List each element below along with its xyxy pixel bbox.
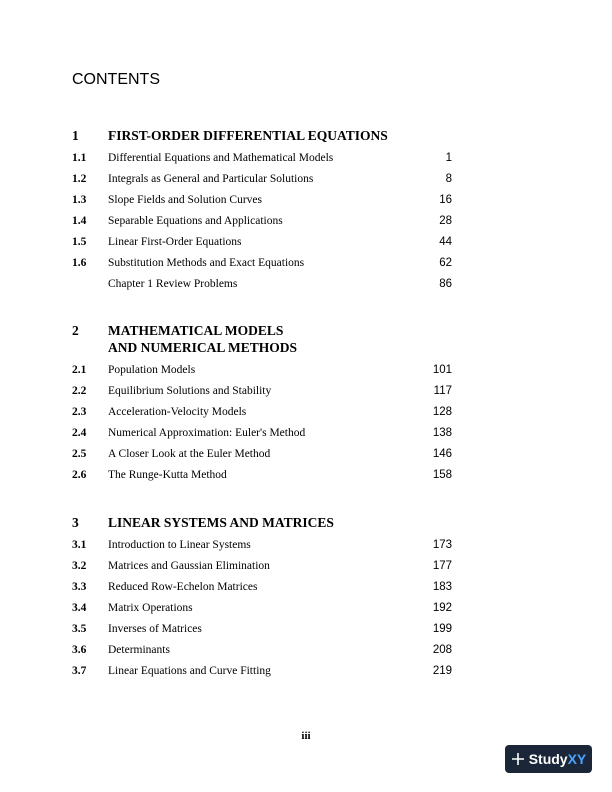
section-title: Reduced Row-Echelon Matrices [108, 581, 258, 593]
page-ref: 183 [432, 581, 452, 593]
section-number: 3.2 [72, 560, 87, 572]
section-title: Matrices and Gaussian Elimination [108, 560, 270, 572]
page-ref: 192 [432, 602, 452, 614]
plus-icon [511, 752, 525, 766]
brand-accent: XY [567, 751, 587, 767]
section-number: 1.6 [72, 257, 87, 269]
page-ref: 208 [432, 644, 452, 656]
section-number: 2.6 [72, 469, 87, 481]
toc-entry[interactable] [72, 538, 452, 559]
toc-entry[interactable] [72, 426, 452, 447]
toc-entry[interactable] [72, 664, 452, 685]
page-ref: 101 [432, 364, 452, 376]
page-ref: 8 [445, 173, 452, 185]
toc-entry[interactable] [72, 151, 452, 172]
chapter-heading [72, 322, 452, 356]
chapter-2 [72, 322, 452, 489]
section-title: Introduction to Linear Systems [108, 539, 251, 551]
section-number: 1.5 [72, 236, 87, 248]
toc-entry[interactable] [72, 468, 452, 489]
brand-text [529, 751, 587, 767]
chapter-title: MATHEMATICAL MODELS AND NUMERICAL METHODS [108, 323, 298, 355]
toc-entry[interactable] [72, 580, 452, 601]
brand-main: Study [528, 751, 568, 767]
section-number: 2.1 [72, 364, 87, 376]
section-number: 2.2 [72, 385, 87, 397]
toc-entry[interactable] [72, 193, 452, 214]
section-title: The Runge-Kutta Method [108, 469, 227, 481]
section-title: Chapter 1 Review Problems [108, 278, 238, 290]
page-ref: 128 [432, 406, 452, 418]
chapter-title: LINEAR SYSTEMS AND MATRICES [108, 515, 334, 530]
toc-entry[interactable] [72, 235, 452, 256]
section-title: Population Models [108, 364, 196, 376]
toc-entry[interactable] [72, 277, 452, 298]
toc-entry[interactable] [72, 405, 452, 426]
section-number: 3.6 [72, 644, 87, 656]
page-ref: 199 [432, 623, 452, 635]
chapter-title: FIRST-ORDER DIFFERENTIAL EQUATIONS [108, 128, 388, 143]
chapter-number: 3 [72, 515, 79, 530]
section-title: Matrix Operations [108, 602, 193, 614]
chapter-heading [72, 127, 452, 144]
toc-entry[interactable] [72, 384, 452, 405]
chapter-3 [72, 514, 452, 685]
page-ref: 28 [439, 215, 452, 227]
chapter-1 [72, 127, 452, 298]
section-title: Inverses of Matrices [108, 623, 202, 635]
toc-entry[interactable] [72, 622, 452, 643]
section-number: 1.3 [72, 194, 87, 206]
toc-entry[interactable] [72, 447, 452, 468]
page-ref: 16 [439, 194, 452, 206]
section-title: Equilibrium Solutions and Stability [108, 385, 272, 397]
page-ref: 158 [432, 469, 452, 481]
section-title: Slope Fields and Solution Curves [108, 194, 262, 206]
page-ref: 86 [439, 278, 452, 290]
page-ref: 62 [439, 257, 452, 269]
section-title: Substitution Methods and Exact Equations [108, 257, 305, 269]
page-ref: 173 [432, 539, 452, 551]
toc-entry[interactable] [72, 643, 452, 664]
section-title: Differential Equations and Mathematical Models [108, 152, 334, 164]
section-number: 2.4 [72, 427, 87, 439]
section-number: 3.4 [72, 602, 87, 614]
toc-entry[interactable] [72, 256, 452, 277]
section-number: 3.3 [72, 581, 87, 593]
section-number: 3.5 [72, 623, 87, 635]
section-number: 1.2 [72, 173, 87, 185]
section-title: Acceleration-Velocity Models [108, 406, 247, 418]
section-number: 1.4 [72, 215, 87, 227]
section-title: Numerical Approximation: Euler's Method [108, 427, 306, 439]
section-number: 2.5 [72, 448, 87, 460]
section-number: 3.1 [72, 539, 87, 551]
page-title: CONTENTS [72, 71, 160, 88]
chapter-number: 1 [72, 128, 79, 143]
toc-entry[interactable] [72, 214, 452, 235]
section-title: A Closer Look at the Euler Method [108, 448, 271, 460]
section-number: 1.1 [72, 152, 87, 164]
section-title: Integrals as General and Particular Solutions [108, 173, 314, 185]
section-title: Linear First-Order Equations [108, 236, 242, 248]
studyxy-watermark[interactable] [505, 745, 592, 773]
page-ref: 44 [439, 236, 452, 248]
toc-entry[interactable] [72, 172, 452, 193]
toc-entry[interactable] [72, 601, 452, 622]
chapter-number: 2 [72, 323, 79, 338]
section-number: 2.3 [72, 406, 87, 418]
section-number: 3.7 [72, 665, 87, 677]
page-ref: 138 [432, 427, 452, 439]
page-ref: 146 [432, 448, 452, 460]
chapter-heading [72, 514, 452, 531]
page-number: iii [301, 730, 311, 742]
section-title: Determinants [108, 644, 170, 656]
page-ref: 177 [432, 560, 452, 572]
section-title: Linear Equations and Curve Fitting [108, 665, 271, 677]
page-ref: 117 [433, 385, 452, 397]
toc-entry[interactable] [72, 363, 452, 384]
section-title: Separable Equations and Applications [108, 215, 283, 227]
page-ref: 219 [432, 665, 452, 677]
toc-entry[interactable] [72, 559, 452, 580]
page-ref: 1 [445, 152, 452, 164]
